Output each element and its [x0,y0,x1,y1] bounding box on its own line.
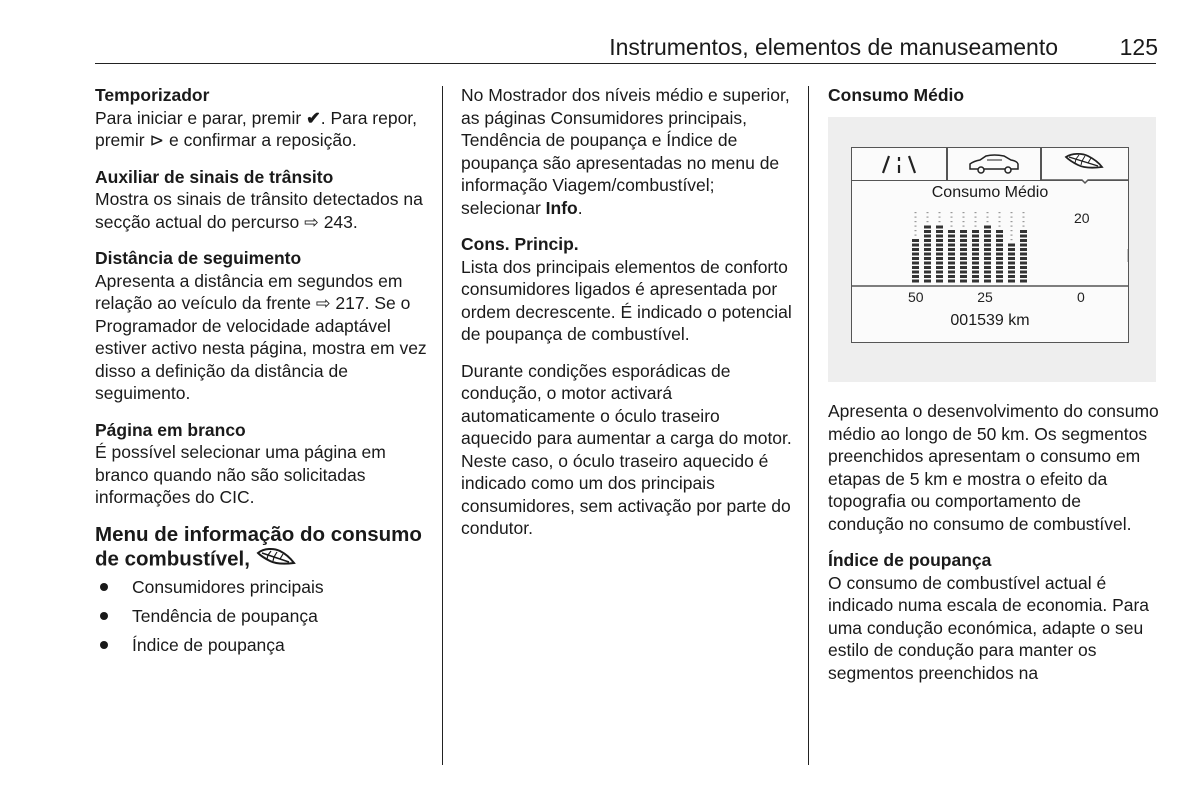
section-auxiliar [95,166,428,234]
column-right [828,84,1158,107]
car-icon [948,148,1040,180]
chart-bar [972,212,979,283]
section-heading: Cons. Princip. [461,234,579,254]
chart-bar [948,212,955,283]
column-left [95,84,428,660]
display-illustration [828,117,1156,382]
eco-leaf-icon [1042,148,1128,180]
info-term: Info [545,197,578,218]
section-heading: Página em branco [95,419,246,440]
section-heading: Índice de poupança [828,550,992,570]
section-intro [461,84,793,219]
menu-bullet-list [95,573,428,660]
list-item: Índice de poupança [95,631,428,660]
x-tick-label: 25 [977,289,993,304]
column-right-body [828,400,1160,698]
section-heading: Temporizador [95,85,210,105]
page-reference: 243. [323,211,358,232]
section-temporizador [95,84,428,152]
display-title: Consumo Médio [931,184,1049,201]
page-reference-icon: ⇨ [315,293,331,313]
chart-bar [924,212,931,283]
display-tabs [852,148,1128,181]
section-body: Durante condições esporádicas de condução, o motor activará automaticamente o óculo traseiro aquecido para aumentar a carga do motor. Neste caso, o óculo traseiro aquecido é indicado como um dos principais consumidores, sem activação por parte do condutor. [461,360,792,538]
chart-bar [912,212,919,283]
chart-bar [1020,212,1027,283]
section-body: Mostra os sinais de trânsito detectados na secção actual do percurso ⇨ 243. [95,189,423,232]
section-pagina-branco [95,419,428,509]
x-tick-label: 50 [908,289,924,304]
chart-bar [984,212,991,283]
page-number: 125 [1119,34,1158,60]
section-body: Lista dos principais elementos de conforto consumidores ligados é apresentada por ordem decrescente. É indicado o potencial de poupança de combustível. [461,256,792,344]
chart-bar [936,212,943,283]
display-screen [851,147,1129,343]
section-body: Apresenta o desenvolvimento do consumo médio ao longo de 50 km. Os segmentos preenchidos apresentam o consumo em etapas de 5 km e mostra o efeito da topografia ou comportamento de condução no consumo de combustível. [828,401,1159,534]
play-icon: ⊳ [149,130,165,150]
chart-bars [912,212,1027,283]
section-body: Para iniciar e parar, premir ✔. Para repor, premir ⊳ e confirmar a reposição. [95,107,418,150]
odometer-readout: 001539 km [950,312,1030,329]
section-durante [461,360,793,540]
chart-bar [996,212,1003,283]
page-header-title: Instrumentos, elementos de manuseamento [609,34,1058,60]
section-heading: Consumo Médio [828,85,965,105]
section-heading: Auxiliar de sinais de trânsito [95,166,334,187]
consumption-bar-chart [852,204,1128,304]
check-icon: ✔ [306,107,321,128]
list-item: Tendência de poupança [95,602,428,631]
section-body: No Mostrador dos níveis médio e superior, as páginas Consumidores principais, Tendência de poupança e Índice de poupança são apresentadas no menu de informação Viagem/combustível; selecionar Info. [461,85,790,218]
header-divider [95,63,1156,64]
page-reference-icon: ⇨ [304,211,319,232]
column-middle [461,84,793,554]
section-body: O consumo de combustível actual é indicado numa escala de economia. Para uma condução económica, adapte o seu estilo de condução para manter os segmentos preenchidos na [828,572,1150,683]
section-body: É possível selecionar uma página em branco quando não são solicitadas informações do CIC. [95,442,386,507]
chart-bar [1008,212,1015,283]
list-item: Consumidores principais [95,573,428,602]
y-top-label: 20 [1074,210,1090,226]
section-heading: Distância de seguimento [95,248,302,268]
eco-leaf-icon [256,547,296,573]
section-body: Apresenta a distância em segundos em relação ao veículo da frente ⇨ 217. Se o Programador de velocidade adaptável estiver activo nesta página, mostra em vez disso a definição da distância de seguimento. [95,270,427,403]
road-sign-icon [852,148,946,180]
column-divider-1 [442,86,443,765]
column-divider-2 [808,86,809,765]
section-distancia [95,247,428,405]
page-reference: 217. [335,293,370,313]
chart-bar [960,212,967,283]
section-indice [828,549,1160,684]
section-consumo-desc [828,400,1160,535]
menu-heading: Menu de informação do consumo de combustível, [95,523,428,573]
section-cons-princip [461,233,793,346]
x-tick-label: 0 [1077,289,1085,304]
